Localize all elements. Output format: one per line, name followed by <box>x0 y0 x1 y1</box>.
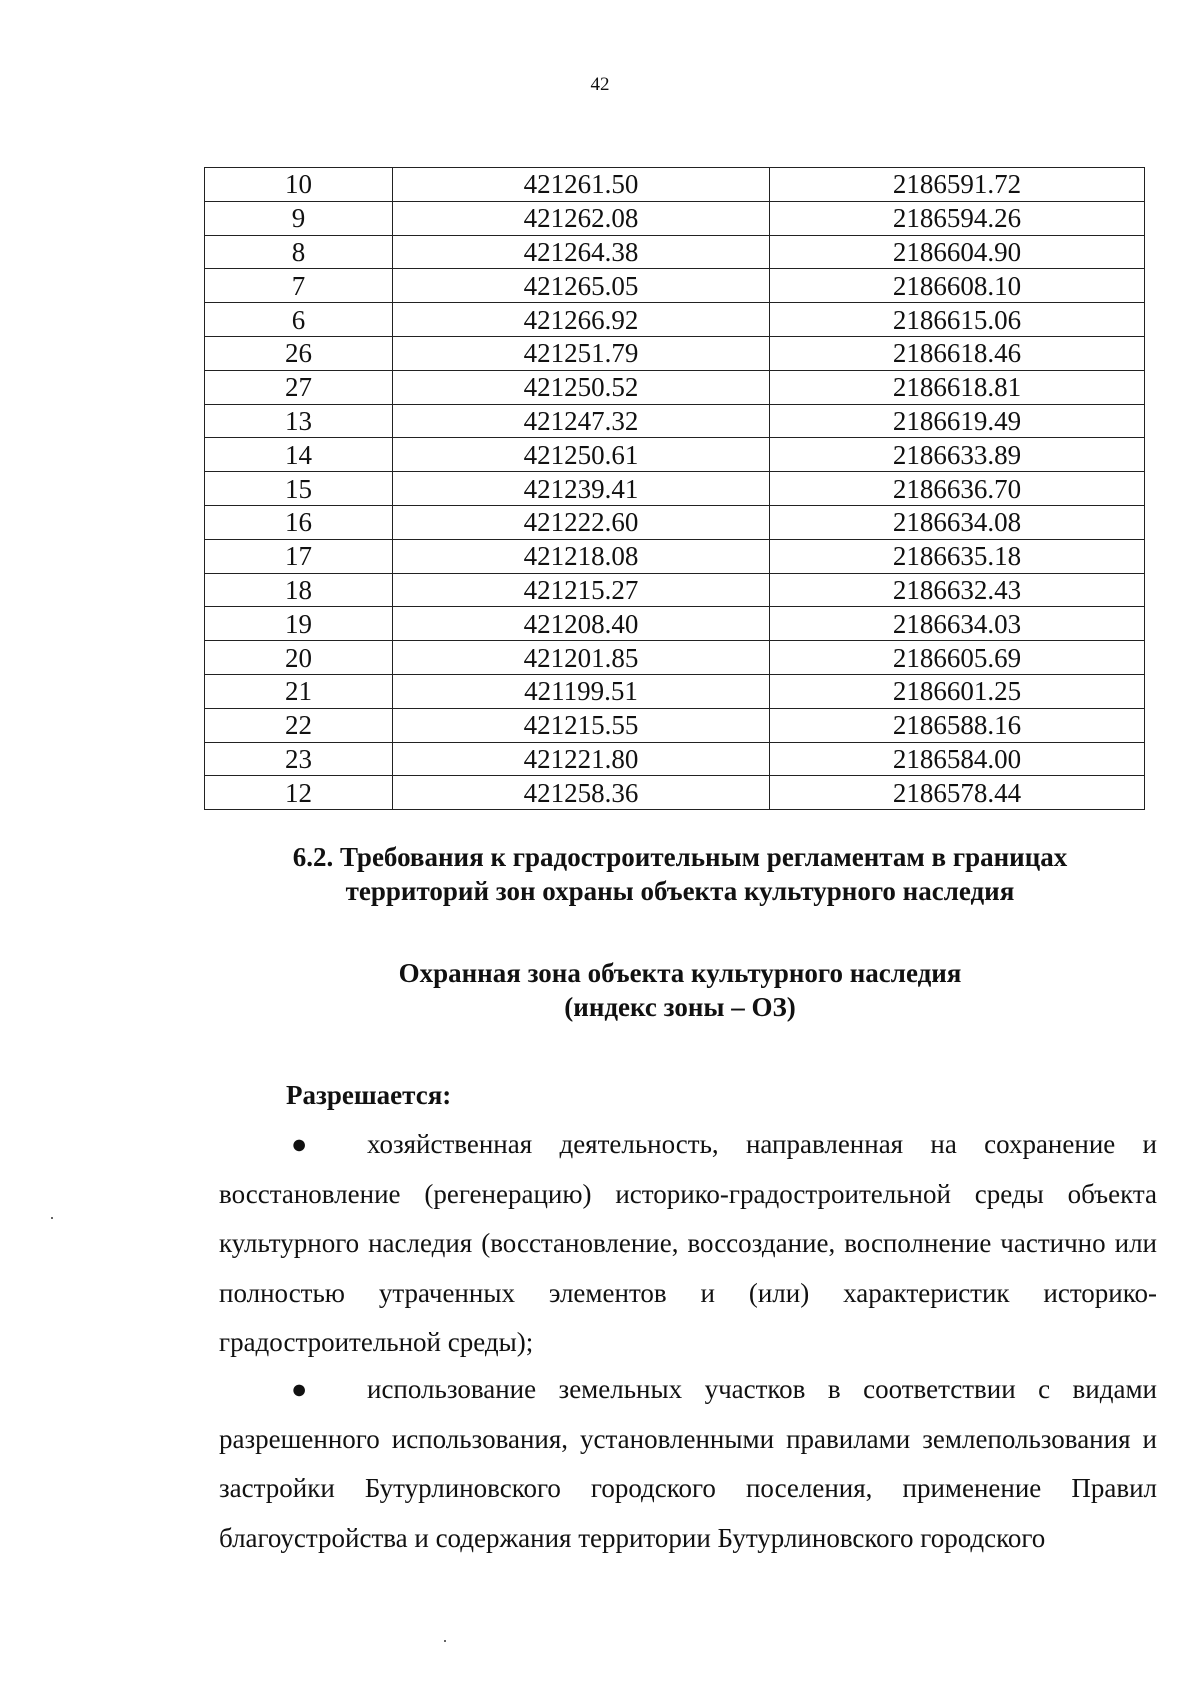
y-coordinate-cell: 2186601.25 <box>770 674 1145 708</box>
scan-speck <box>444 1640 446 1642</box>
x-coordinate-cell: 421215.27 <box>393 573 770 607</box>
x-coordinate-cell: 421239.41 <box>393 472 770 506</box>
allowed-label: Разрешается: <box>286 1080 452 1110</box>
point-number-cell: 26 <box>205 336 393 370</box>
y-coordinate-cell: 2186618.81 <box>770 370 1145 404</box>
y-coordinate-cell: 2186608.10 <box>770 269 1145 303</box>
x-coordinate-cell: 421261.50 <box>393 168 770 202</box>
y-coordinate-cell: 2186591.72 <box>770 168 1145 202</box>
point-number-cell: 22 <box>205 708 393 742</box>
section-heading-line-1: 6.2. Требования к градостроительным регламентам в границах <box>292 842 1068 872</box>
x-coordinate-cell: 421262.08 <box>393 201 770 235</box>
table-row <box>205 168 1145 202</box>
x-coordinate-cell: 421250.52 <box>393 370 770 404</box>
point-number-cell: 8 <box>205 235 393 269</box>
zone-title <box>220 956 1140 1024</box>
coordinates-table-body <box>205 168 1145 810</box>
section-heading-line-2: территорий зон охраны объекта культурного наследия <box>345 876 1015 906</box>
x-coordinate-cell: 421250.61 <box>393 438 770 472</box>
table-row <box>205 708 1145 742</box>
y-coordinate-cell: 2186633.89 <box>770 438 1145 472</box>
table-row <box>205 438 1145 472</box>
y-coordinate-cell: 2186634.03 <box>770 607 1145 641</box>
y-coordinate-cell: 2186605.69 <box>770 641 1145 675</box>
y-coordinate-cell: 2186604.90 <box>770 235 1145 269</box>
point-number-cell: 10 <box>205 168 393 202</box>
point-number-cell: 18 <box>205 573 393 607</box>
y-coordinate-cell: 2186634.08 <box>770 505 1145 539</box>
table-row <box>205 235 1145 269</box>
allowed-item-1-text: хозяйственная деятельность, направленная на сохранение и восстановление (регенерацию) историко-градостроительной среды объекта культурного наследия (восстановление, воссоздание, восполнение частично или полностью утраченных элементов и (или) характеристик историко-градостроительной среды); <box>219 1129 1157 1357</box>
table-row <box>205 505 1145 539</box>
table-row <box>205 641 1145 675</box>
table-row <box>205 370 1145 404</box>
allowed-item-2 <box>219 1365 1157 1563</box>
table-row <box>205 269 1145 303</box>
x-coordinate-cell: 421258.36 <box>393 776 770 810</box>
x-coordinate-cell: 421251.79 <box>393 336 770 370</box>
table-row <box>205 336 1145 370</box>
y-coordinate-cell: 2186594.26 <box>770 201 1145 235</box>
x-coordinate-cell: 421266.92 <box>393 303 770 337</box>
x-coordinate-cell: 421199.51 <box>393 674 770 708</box>
point-number-cell: 13 <box>205 404 393 438</box>
allowed-item-1 <box>219 1120 1157 1368</box>
zone-title-line-1: Охранная зона объекта культурного наследия <box>398 958 962 988</box>
table-row <box>205 674 1145 708</box>
y-coordinate-cell: 2186636.70 <box>770 472 1145 506</box>
table-row <box>205 539 1145 573</box>
x-coordinate-cell: 421222.60 <box>393 505 770 539</box>
y-coordinate-cell: 2186632.43 <box>770 573 1145 607</box>
y-coordinate-cell: 2186618.46 <box>770 336 1145 370</box>
point-number-cell: 20 <box>205 641 393 675</box>
x-coordinate-cell: 421208.40 <box>393 607 770 641</box>
page-number: 42 <box>590 74 610 95</box>
allowed-item-2-text: использование земельных участков в соответствии с видами разрешенного использования, установленными правилами землепользования и застройки Бутурлиновского городского поселения, применение Правил благоустройства и содержания территории Бутурлиновского городского <box>219 1374 1157 1553</box>
y-coordinate-cell: 2186588.16 <box>770 708 1145 742</box>
y-coordinate-cell: 2186615.06 <box>770 303 1145 337</box>
point-number-cell: 14 <box>205 438 393 472</box>
point-number-cell: 23 <box>205 742 393 776</box>
point-number-cell: 19 <box>205 607 393 641</box>
zone-title-line-2: (индекс зоны – ОЗ) <box>564 992 796 1022</box>
point-number-cell: 15 <box>205 472 393 506</box>
table-row <box>205 776 1145 810</box>
point-number-cell: 6 <box>205 303 393 337</box>
bullet-icon: ● <box>291 1129 308 1159</box>
point-number-cell: 12 <box>205 776 393 810</box>
point-number-cell: 27 <box>205 370 393 404</box>
y-coordinate-cell: 2186584.00 <box>770 742 1145 776</box>
bullet-icon: ● <box>291 1374 308 1404</box>
point-number-cell: 21 <box>205 674 393 708</box>
x-coordinate-cell: 421215.55 <box>393 708 770 742</box>
point-number-cell: 16 <box>205 505 393 539</box>
point-number-cell: 17 <box>205 539 393 573</box>
x-coordinate-cell: 421265.05 <box>393 269 770 303</box>
x-coordinate-cell: 421218.08 <box>393 539 770 573</box>
x-coordinate-cell: 421264.38 <box>393 235 770 269</box>
table-row <box>205 303 1145 337</box>
point-number-cell: 7 <box>205 269 393 303</box>
y-coordinate-cell: 2186619.49 <box>770 404 1145 438</box>
table-row <box>205 472 1145 506</box>
table-row <box>205 573 1145 607</box>
table-row <box>205 607 1145 641</box>
table-row <box>205 404 1145 438</box>
x-coordinate-cell: 421247.32 <box>393 404 770 438</box>
y-coordinate-cell: 2186578.44 <box>770 776 1145 810</box>
x-coordinate-cell: 421221.80 <box>393 742 770 776</box>
table-row <box>205 742 1145 776</box>
x-coordinate-cell: 421201.85 <box>393 641 770 675</box>
section-heading <box>220 840 1140 908</box>
coordinates-table <box>204 167 1145 810</box>
y-coordinate-cell: 2186635.18 <box>770 539 1145 573</box>
table-row <box>205 201 1145 235</box>
point-number-cell: 9 <box>205 201 393 235</box>
scan-speck <box>51 1217 53 1219</box>
